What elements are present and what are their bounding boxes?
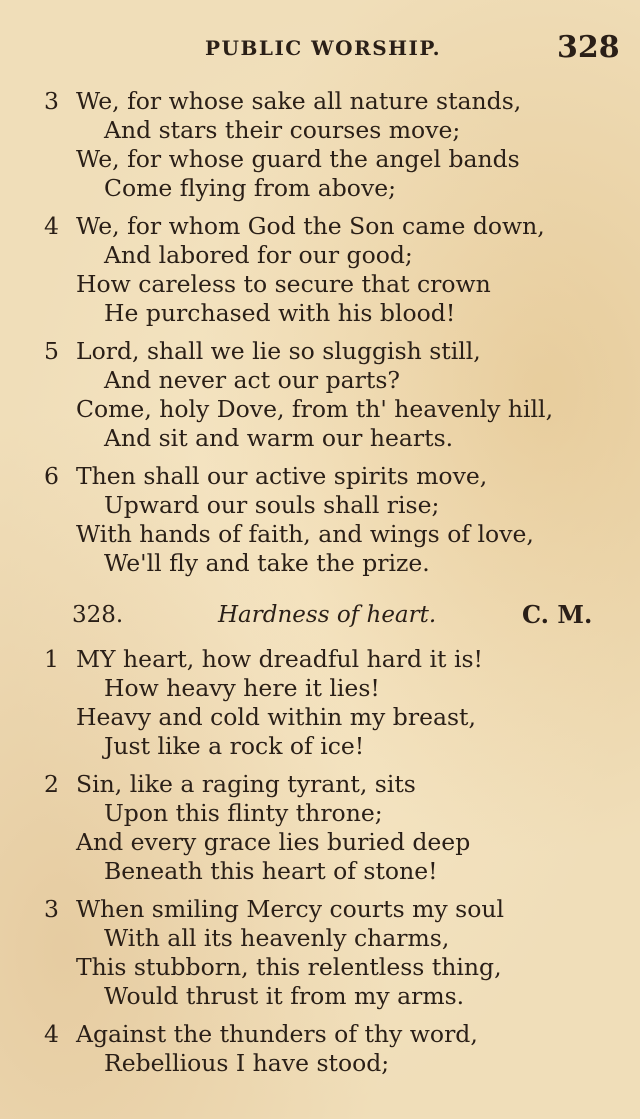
stanza-number: 2 [44, 770, 59, 798]
stanza-number: 4 [44, 212, 59, 240]
verse-line: We, for whose guard the angel bands [76, 145, 520, 173]
stanza-number: 3 [44, 87, 59, 115]
stanza-number: 1 [44, 645, 59, 673]
verse-line: And sit and warm our hearts. [104, 424, 454, 452]
verse-line: Just like a rock of ice! [104, 732, 365, 760]
stanza-number: 5 [44, 337, 59, 365]
verse-line: Upon this flinty throne; [104, 799, 383, 827]
running-head [0, 30, 640, 70]
verse-line: And never act our parts? [104, 366, 401, 394]
verse-line: And every grace lies buried deep [76, 828, 471, 856]
hymn-title: Hardness of heart. [218, 602, 437, 628]
verse-line: Heavy and cold within my breast, [76, 703, 476, 731]
verse-line: How careless to secure that crown [76, 270, 491, 298]
verse-line: Sin, like a raging tyrant, sits [76, 770, 416, 798]
hymn-number: 328. [72, 602, 124, 628]
verse-line: We, for whose sake all nature stands, [76, 87, 522, 115]
running-title: PUBLIC WORSHIP. [205, 36, 442, 60]
verse-line: Beneath this heart of stone! [104, 857, 438, 885]
verse-line: Then shall our active spirits move, [76, 462, 488, 490]
verse-line: Against the thunders of thy word, [76, 1020, 478, 1048]
verse-line: And labored for our good; [104, 241, 413, 269]
verse-line: With hands of faith, and wings of love, [76, 520, 534, 548]
verse-line: Lord, shall we lie so sluggish still, [76, 337, 481, 365]
verse-line: How heavy here it lies! [104, 674, 380, 702]
hymn-header [0, 600, 640, 634]
page-number: 328 [557, 30, 620, 65]
verse-line: With all its heavenly charms, [104, 924, 450, 952]
verse-line: MY heart, how dreadful hard it is! [76, 645, 483, 673]
verse-line: We, for whom God the Son came down, [76, 212, 545, 240]
stanza-number: 3 [44, 895, 59, 923]
stanza-number: 6 [44, 462, 59, 490]
verse-line: Would thrust it from my arms. [104, 982, 465, 1010]
verse-line: When smiling Mercy courts my soul [76, 895, 504, 923]
verse-line: Come flying from above; [104, 174, 397, 202]
verse-line: He purchased with his blood! [104, 299, 456, 327]
verse-line: Rebellious I have stood; [104, 1049, 390, 1077]
verse-line: And stars their courses move; [104, 116, 461, 144]
verse-line: We'll fly and take the prize. [104, 549, 430, 577]
hymn-meter: C. M. [522, 600, 593, 629]
stanza-number: 4 [44, 1020, 59, 1048]
verse-line: Upward our souls shall rise; [104, 491, 440, 519]
verse-line: This stubborn, this relentless thing, [76, 953, 502, 981]
verse-line: Come, holy Dove, from th' heavenly hill, [76, 395, 554, 423]
